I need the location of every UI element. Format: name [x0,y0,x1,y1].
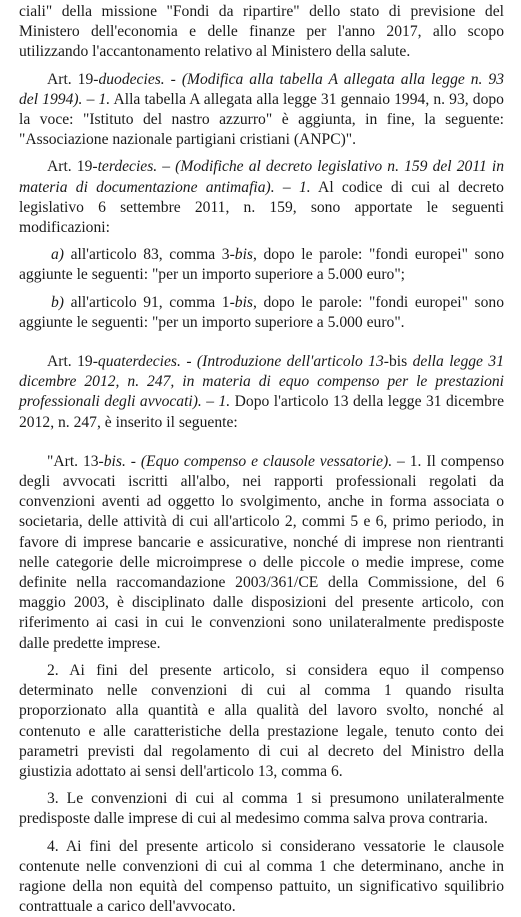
text-segment: 3. Le convenzioni di cui al comma 1 si presumono unilateralmente predisposte dalle imprese di cui al medesimo comma salva prova contraria. [19,790,504,828]
text-segment: della legge 31 dicembre 2012, n. 247, in materia di equo compenso per le prestazioni professionali degli avvocati). – 1. [19,353,504,411]
paragraph-art-13-bis-comma-1 [19,452,504,654]
paragraph-comma-2 [19,661,504,782]
text-segment: 4. Ai fini del presente articolo si considerano vessatorie le clausole contenute nelle convenzioni di cui al comma 1 che determinano, anche in ragione della non equità del compenso pattuito, un significativo squilibrio contrattuale a carico dell'avvocato. [19,837,504,916]
text-segment: Art. 19- [47,70,99,88]
text-segment: bis [234,293,253,311]
text-segment: bis [234,246,253,264]
paragraph-art-19-duodecies [19,70,504,151]
text-segment: duodecies. - (Modifica alla tabella A allegata alla legge n. 93 del 1994). – 1. [19,70,505,108]
list-item-b [19,293,504,333]
text-segment: ciali" della missione "Fondi da ripartire" dello stato di previsione del Ministero dell'economia e delle finanze per l'anno 2017, allo scopo utilizzando l'accantonamento relativo al Ministero della salute. [19,3,504,61]
text-segment: all'articolo 91, comma 1- [64,293,235,311]
text-segment: Al codice di cui al decreto legislativo 6 settembre 2011, n. 159, sono apportate le seguenti modificazioni: [19,178,504,237]
paragraph-comma-4 [19,837,504,917]
paragraph-continuation [19,2,504,63]
text-segment: bis. - (Equo compenso e clausole vessatorie). [103,452,393,470]
paragraph-comma-3 [19,789,504,829]
text-segment: quaterdecies. - (Introduzione dell'articolo 13- [97,353,389,371]
paragraph-art-19-terdecies [19,157,504,238]
text-segment: 2. Ai fini del presente articolo, si considera equo il compenso determinato nelle convenzioni di cui al comma 1 quando risulta proporzionato alla quantità e alla qualità del lavoro svolto, nonché al contenuto e alle caratteristiche della prestazione legale, tenuto conto dei parametri previsti dal regolamento di cui al decreto del Ministro della giustizia adottato ai sensi dell'articolo 13, comma 6. [19,661,504,780]
text-segment: , dopo le parole: "fondi europei" sono aggiunte le seguenti: "per un importo superiore a 5.000 euro". [19,293,505,331]
text-segment: , dopo le parole: "fondi europei" sono aggiunte le seguenti: "per un importo superiore a 5.000 euro"; [19,246,505,284]
text-segment: "Art. 13- [47,452,104,470]
text-segment: b) [51,293,64,311]
text-segment: Dopo l'articolo 13 della legge 31 dicembre 2012, n. 247, è inserito il seguente: [19,393,504,431]
text-segment: all'articolo 83, comma 3- [64,246,235,264]
text-segment: Art. 19- [47,158,98,176]
text-segment: Art. 19- [47,353,98,371]
text-segment: Alla tabella A allegata alla legge 31 gennaio 1994, n. 93, dopo la voce: "Istituto del nastro azzurro" è aggiunta, in fine, la seguente: "Associazione nazionale partigiani cristiani (ANPC)". [19,90,504,149]
text-segment: terdecies. – (Modifiche al decreto legislativo n. 159 del 2011 in materia di documentazione antimafia). – 1. [19,158,504,196]
paragraph-art-19-quaterdecies [19,352,504,433]
text-segment: a) [51,246,64,264]
text-segment: bis [388,353,408,371]
text-segment: – 1. Il compenso degli avvocati iscritti all'albo, nei rapporti professionali regolati da convenzioni aventi ad oggetto lo svolgimento, anche in forma associata o societaria, delle attività di cui all'articolo 2, commi 5 e 6, primo periodo, in favore di imprese bancarie e assicurative, nonché di imprese non rientranti nelle categorie delle microimprese o delle piccole o medie imprese, come definite nella raccomandazione 2003/361/CE della Commissione, del 6 maggio 2003, è disciplinato dalle disposizioni del presente articolo, con riferimento ai casi in cui le convenzioni sono unilateralmente predisposte dalle predette imprese. [19,452,504,652]
list-item-a [19,245,504,285]
